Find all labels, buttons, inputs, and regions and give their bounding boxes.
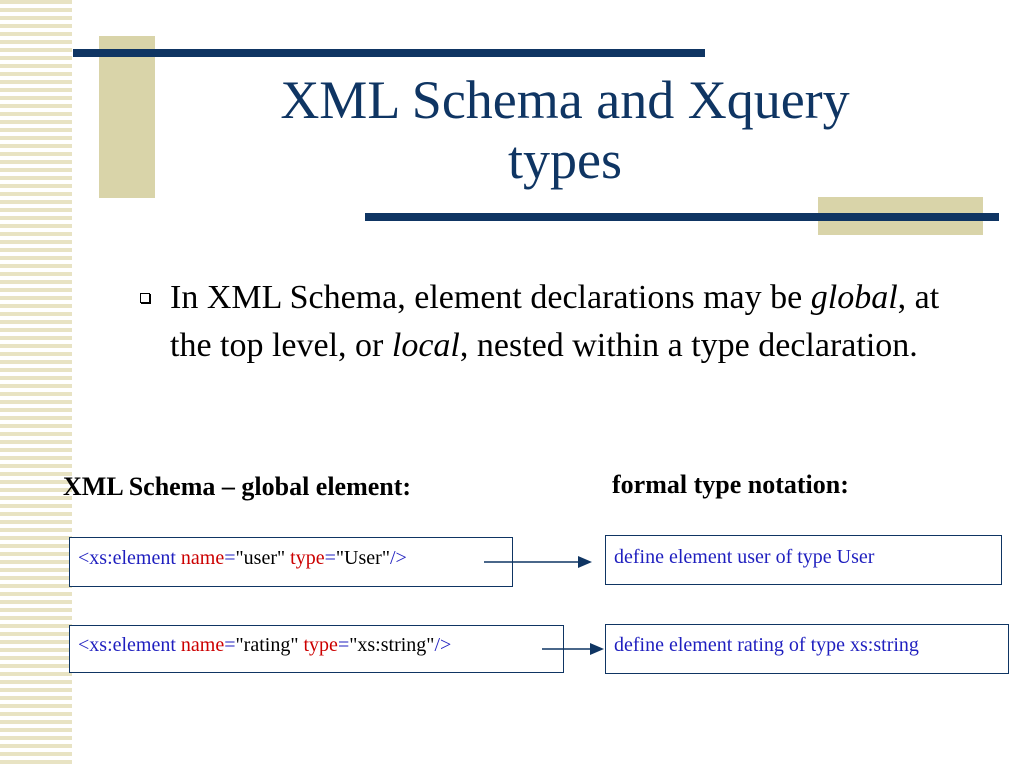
slide-title [180, 70, 950, 190]
bullet-term-global: global [810, 279, 898, 316]
formal-notation-box-user: define element user of type User [605, 535, 1002, 585]
xml-code-box-user [69, 537, 513, 587]
code-equals: = [324, 547, 336, 569]
bullet-text-part3: , nested within a type declaration. [459, 327, 918, 364]
code-equals: = [337, 634, 350, 656]
code-attr-type-value: "User" [335, 547, 390, 569]
xml-code-box-rating [69, 625, 564, 673]
decorative-block-left [99, 36, 155, 198]
code-attr-name: name [180, 547, 225, 569]
bullet-item [140, 274, 970, 370]
code-attr-type: type [290, 547, 325, 569]
heading-xml-schema: XML Schema – global element: [63, 472, 412, 501]
code-tag-open: <xs:element [78, 634, 181, 656]
formal-notation-box-rating: define element rating of type xs:string [605, 624, 1009, 674]
arrow-right-icon [542, 638, 606, 660]
arrow-right-icon [484, 551, 596, 573]
code-tag-open: <xs:element [78, 547, 181, 569]
bullet-text-part1: In XML Schema, element declarations may be [170, 279, 811, 316]
code-tag-close: /> [434, 634, 452, 656]
bullet-text-part2: , at the top level, or [170, 279, 940, 364]
code-tag-close: /> [389, 547, 407, 569]
title-line-2: types [508, 130, 622, 190]
code-attr-type: type [303, 634, 338, 656]
code-equals: = [224, 547, 236, 569]
code-attr-value: "user" [235, 547, 286, 569]
bullet-term-local: local [391, 327, 460, 364]
square-bullet-icon [140, 293, 150, 303]
heading-formal-notation: formal type notation: [612, 470, 849, 499]
code-equals: = [224, 634, 236, 656]
decorative-line-bottom [365, 213, 999, 221]
code-attr-type-value: "xs:string" [349, 634, 435, 656]
bullet-text [170, 274, 970, 370]
code-attr-value: "rating" [235, 634, 299, 656]
decorative-line-top [73, 49, 705, 57]
decorative-stripes [0, 0, 72, 768]
title-line-1: XML Schema and Xquery [280, 70, 850, 130]
code-attr-name: name [180, 634, 225, 656]
